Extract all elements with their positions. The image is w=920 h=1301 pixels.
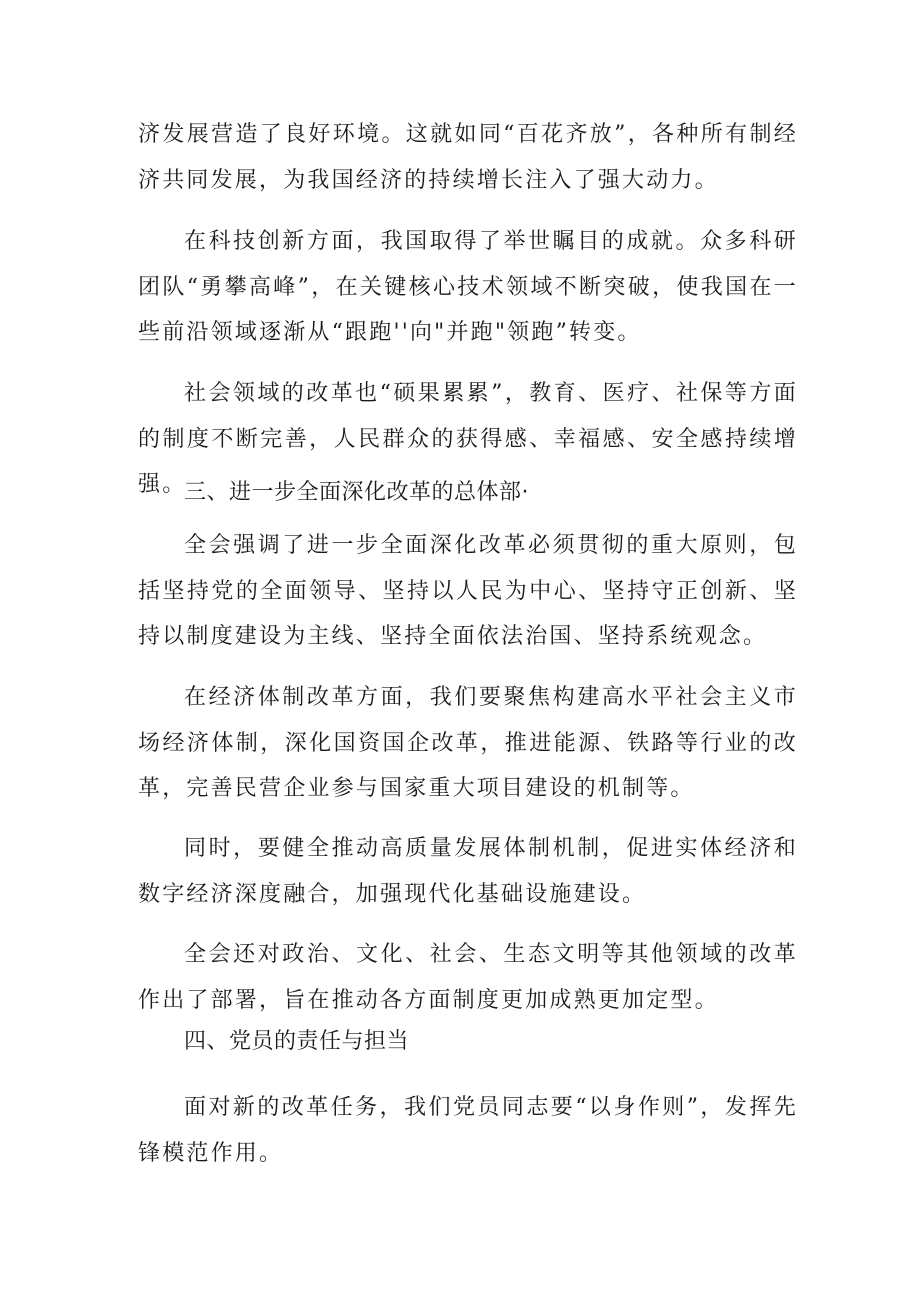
paragraph-high-quality-development: 同时，要健全推动高质量发展体制机制，促进实体经济和数字经济深度融合，加强现代化基础设施建设。	[138, 836, 798, 907]
paragraph-principles: 全会强调了进一步全面深化改革必须贯彻的重大原则，包括坚持党的全面领导、坚持以人民为中心、坚持守正创新、坚持以制度建设为主线、坚持全面依法治国、坚持系统观念。	[138, 533, 798, 649]
paragraph-tech-innovation: 在科技创新方面，我国取得了举世瞩目的成就。众多科研团队“勇攀高峰”，在关键核心技术领域不断突破，使我国在一些前沿领域逐渐从“跟跑''向"并跑"领跑”转变。	[138, 229, 798, 345]
paragraph-other-fields: 全会还对政治、文化、社会、生态文明等其他领域的改革作出了部署，旨在推动各方面制度更加成熟更加定型。	[138, 942, 798, 1013]
section-heading-three: 三、进一步全面深化改革的总体部·	[184, 480, 529, 505]
paragraph-party-members: 面对新的改革任务，我们党员同志要“以身作则”，发挥先锋模范作用。	[138, 1095, 798, 1166]
paragraph-social-reform: 社会领域的改革也“硕果累累”，教育、医疗、社保等方面的制度不断完善，人民群众的获得感、幸福感、安全感持续增强。	[138, 381, 798, 497]
paragraph-economy-continued: 济发展营造了良好环境。这就如同“百花齐放”，各种所有制经济共同发展，为我国经济的持续增长注入了强大动力。	[138, 122, 798, 193]
paragraph-economic-reform: 在经济体制改革方面，我们要聚焦构建高水平社会主义市场经济体制，深化国资国企改革，推进能源、铁路等行业的改革，完善民营企业参与国家重大项目建设的机制等。	[138, 685, 798, 801]
section-heading-four: 四、党员的责任与担当	[184, 1029, 410, 1054]
